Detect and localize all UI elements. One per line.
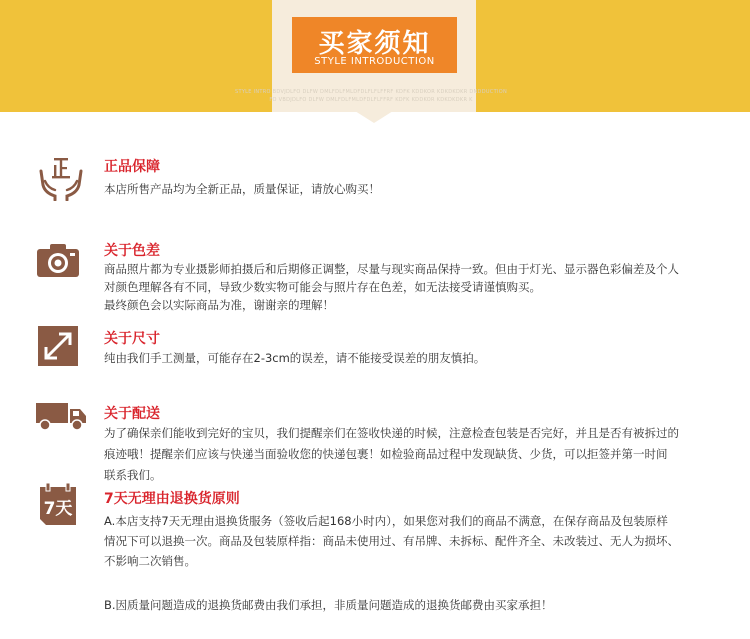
section-title-delivery: 关于配送 [104,406,160,422]
section-text-line: 纯由我们手工测量，可能存在2-3cm的误差，请不能接受误差的朋友慎拍。 [104,351,486,365]
genuine-hands-icon [37,155,85,205]
section-title-size: 关于尺寸 [104,331,160,347]
header-title-box [292,17,457,73]
section-text-line: A.本店支持7天无理由退换货服务（签收后起168小时内），如果您对我们的商品不满意，在保存商品及包装原样 [104,514,668,528]
section-body-genuine [104,180,734,198]
section-body-return [104,511,734,615]
section-text-line: 不影响二次销售。 [104,554,196,568]
camera-icon [37,243,79,281]
section-text-line: 为了确保亲们能收到完好的宝贝，我们提醒亲们在签收快递的时候，注意检查包装是否完好，并且是否有被拆过的 [104,426,679,440]
decorative-text-line: FO VBDJDLFO DLFW DMLFDLFMLDFDLFLFFRF KDFK KDDKOR KDKDKDKR K [269,97,473,103]
decorative-text-line: STYLE INTRO BDVJDLFO DLFW DMLFDLFMLDFDLFLFLFFRF KDFK KDDKOR KDKDKDKR DNDDUCTION [235,89,507,95]
page-title: 买家须知 [318,29,431,59]
section-text-line: 情况下可以退换一次。商品及包装原样指：商品未使用过、有吊牌、未拆标、配件齐全、未改装过、无人为损坏、 [104,534,679,548]
section-text-line: 联系我们。 [104,468,162,482]
section-text-line: 对颜色理解各有不同，导致少数实物可能会与照片存在色差，如无法接受请谨慎购买。 [104,280,541,294]
truck-icon [36,401,86,435]
section-body-color [104,260,734,314]
calendar-label: 7天 [43,499,73,519]
calendar-7-days-icon [40,483,76,529]
header-tab-notch [355,111,393,123]
section-title-genuine: 正品保障 [104,159,160,175]
section-text-line: 最终颜色会以实际商品为准，谢谢亲的理解！ [104,298,334,312]
page-subtitle: STYLE INTRODUCTION [314,56,435,67]
section-title-color: 关于色差 [104,243,160,259]
section-title-return: 7天无理由退换货原则 [104,491,240,507]
section-text-line [104,571,734,595]
resize-arrow-icon [38,326,78,370]
section-text-line: 商品照片都为专业摄影师拍摄后和后期修正调整，尽量与现实商品保持一致。但由于灯光、显示器色彩偏差及个人 [104,262,679,276]
section-body-size [104,349,734,367]
section-text-line: 本店所售产品均为全新正品，质量保证，请放心购买！ [104,182,380,196]
section-text-line: 痕迹哦！提醒亲们应该与快递当面验收您的快递包裹！如检验商品过程中发现缺货、少货，可以拒签并第一时间 [104,447,668,461]
section-text-line: B.因质量问题造成的退换货邮费由我们承担，非质量问题造成的退换货邮费由买家承担！ [104,598,553,612]
section-body-delivery [104,423,734,486]
